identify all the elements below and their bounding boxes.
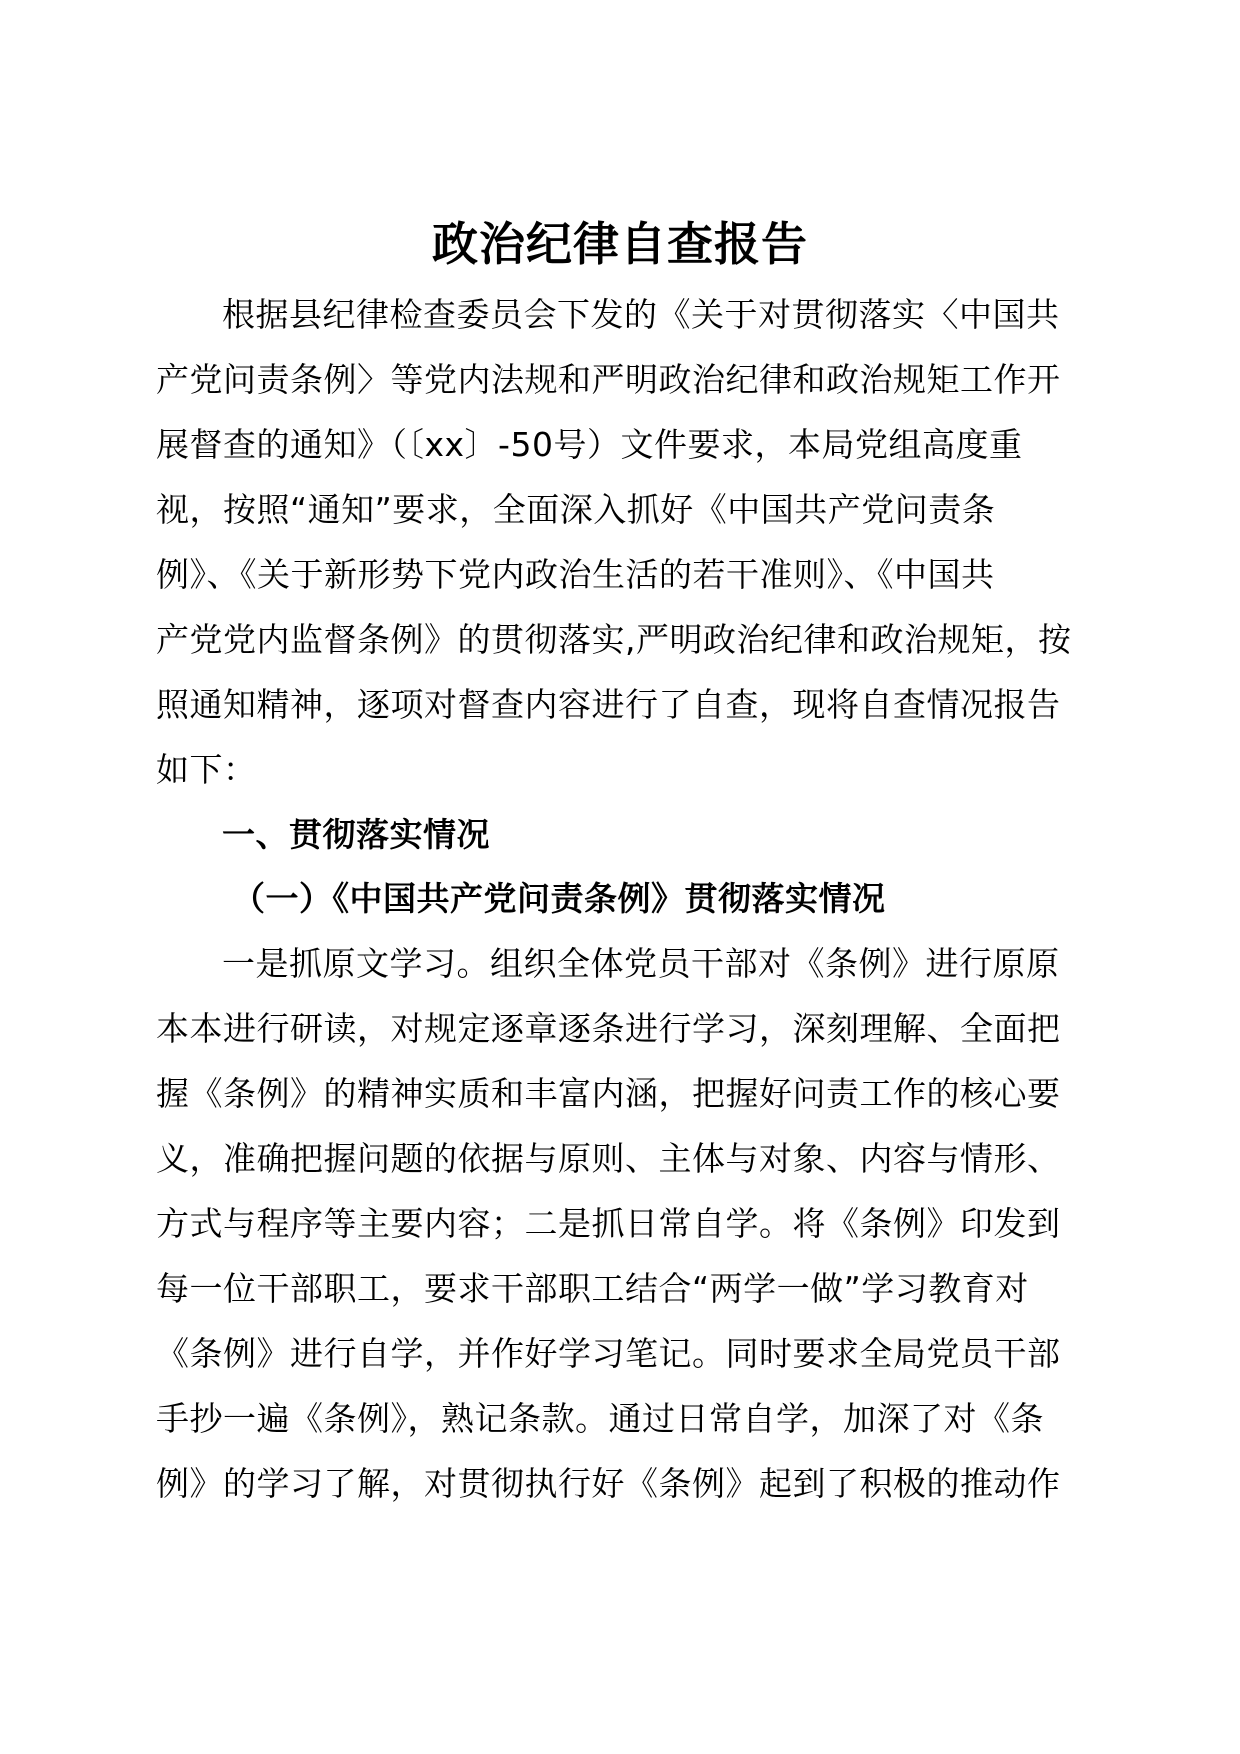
section-heading <box>156 802 1096 867</box>
paragraph-line: 例》的学习了解，对贯彻执行好《条例》起到了积极的推动作 <box>156 1464 1061 1503</box>
subsection-heading-text: （一）《中国共产党问责条例》贯彻落实情况 <box>232 879 886 918</box>
paragraph-line: 义，准确把握问题的依据与原则、主体与对象、内容与情形、 <box>156 1139 1061 1178</box>
body-paragraph <box>156 931 1096 1516</box>
paragraph-line: 《条例》进行自学，并作好学习笔记。同时要求全局党员干部 <box>156 1334 1061 1373</box>
paragraph-line: 如下： <box>156 750 257 789</box>
paragraph-line: 方式与程序等主要内容；二是抓日常自学。将《条例》印发到 <box>156 1204 1061 1243</box>
paragraph-line: 视，按照“通知”要求，全面深入抓好《中国共产党问责条 <box>156 490 996 529</box>
paragraph-line: 根据县纪律检查委员会下发的《关于对贯彻落实〈中国共 <box>222 295 1060 334</box>
paragraph-line: 产党问责条例〉等党内法规和严明政治纪律和政治规矩工作开 <box>156 360 1061 399</box>
paragraph-line: 手抄一遍《条例》，熟记条款。通过日常自学，加深了对《条 <box>156 1399 1044 1438</box>
paragraph-line: 一是抓原文学习。组织全体党员干部对《条例》进行原原 <box>222 944 1060 983</box>
section-heading-text: 一、贯彻落实情况 <box>222 815 490 854</box>
paragraph-line: 本本进行研读，对规定逐章逐条进行学习，深刻理解、全面把 <box>156 1009 1061 1048</box>
intro-paragraph <box>156 282 1096 802</box>
paragraph-line: 每一位干部职工，要求干部职工结合“两学一做”学习教育对 <box>156 1269 1029 1308</box>
paragraph-line: 展督查的通知》（〔xx〕-50号）文件要求，本局党组高度重 <box>156 425 1023 464</box>
paragraph-line: 照通知精神，逐项对督查内容进行了自查，现将自查情况报告 <box>156 685 1061 724</box>
paragraph-line: 产党党内监督条例》的贯彻落实,严明政治纪律和政治规矩，按 <box>156 620 1072 659</box>
document-title: 政治纪律自查报告 <box>432 217 808 271</box>
subsection-heading <box>156 866 1096 931</box>
paragraph-line: 握《条例》的精神实质和丰富内涵，把握好问责工作的核心要 <box>156 1074 1061 1113</box>
paragraph-line: 例》、《关于新形势下党内政治生活的若干准则》、《中国共 <box>156 555 995 594</box>
